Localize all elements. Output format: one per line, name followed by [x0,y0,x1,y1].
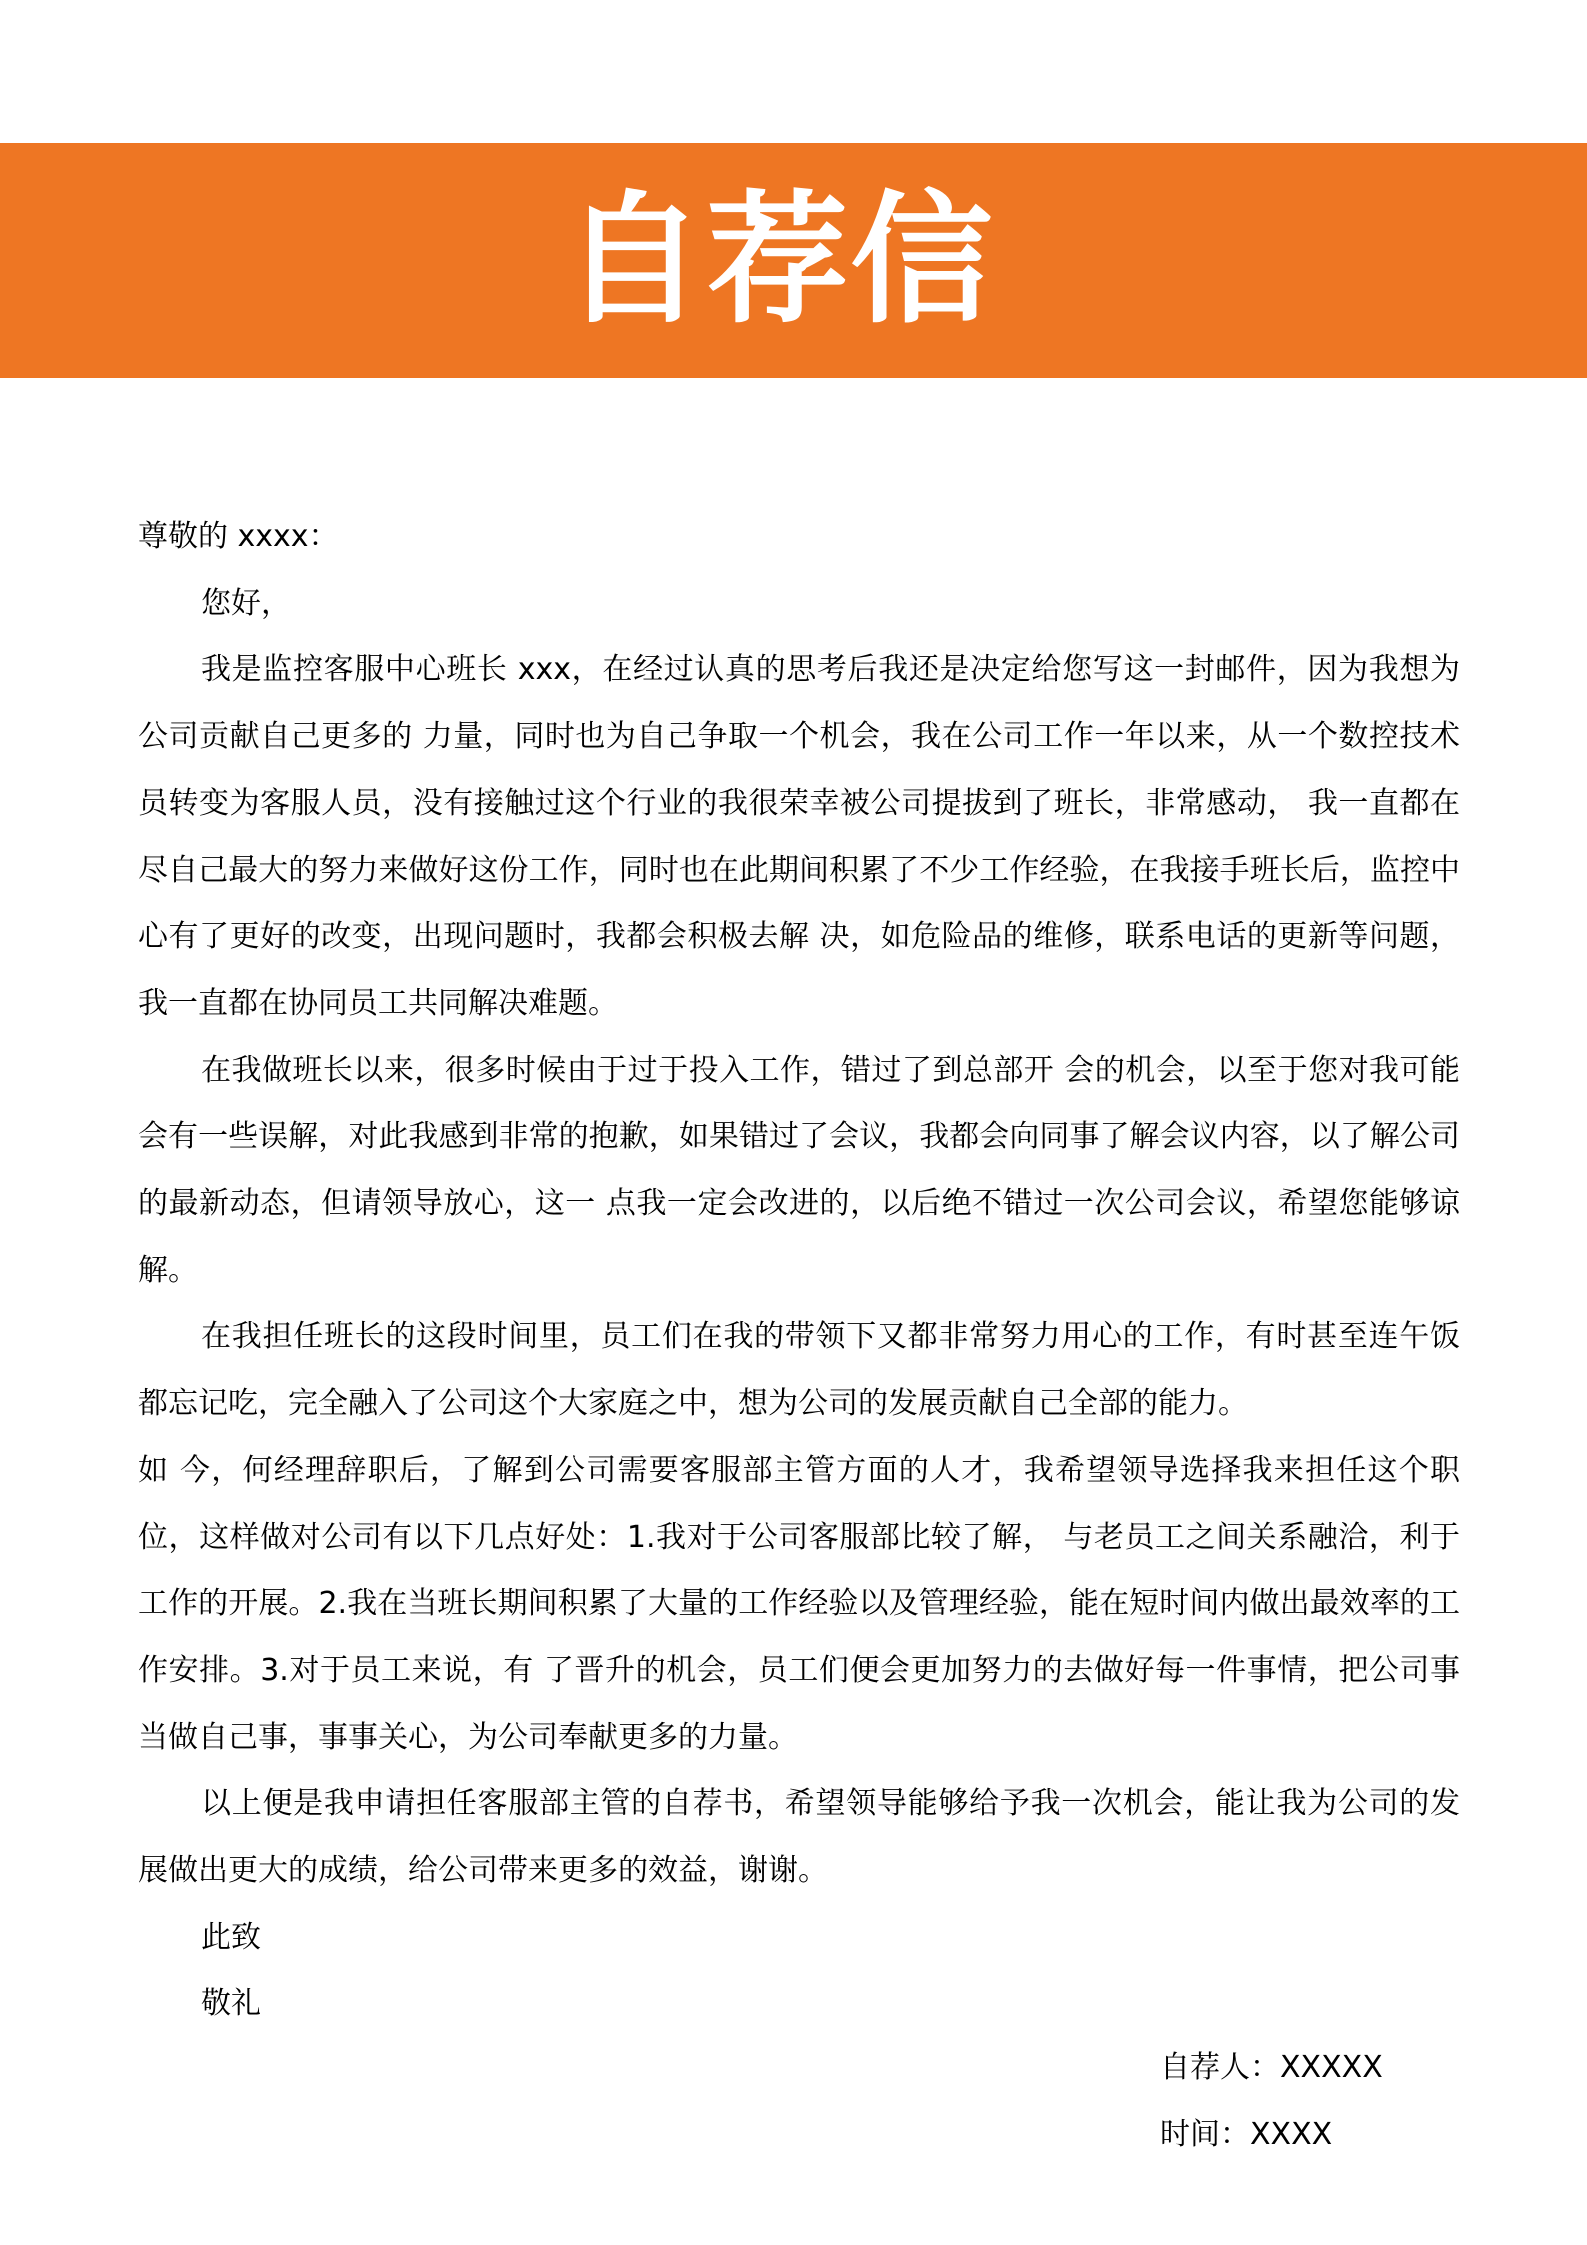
letter-body [138,504,1460,2038]
closing-line-2: 敬礼 [201,1986,261,2022]
title-banner [0,143,1587,378]
document-title: 自荐信 [562,177,995,343]
paragraph-1: 我是监控客服中心班长 xxx，在经过认真的思考后我还是决定给您写这一封邮件，因为我想为公司贡献自己更多的 力量，同时也为自己争取一个机会，我在公司工作一年以来，从一个数控技术员转变为客服人员，没有接触过这个行业的我很荣幸被公司提拔到了班长，非常感动， 我一直都在尽自己最大的努力来做好这份工作，同时也在此期间积累了不少工作经验，在我接手班长后，监控中心有了更好的改变，出现问题时，我都会积极去解 决，如危险品的维修，联系电话的更新等问题，我一直都在协同员工共同解决难题。 [138,652,1460,1021]
paragraph-4: 如 今，何经理辞职后，了解到公司需要客服部主管方面的人才，我希望领导选择我来担任这个职位，这样做对公司有以下几点好处：1.我对于公司客服部比较了解， 与老员工之间关系融洽，利于工作的开展。2.我在当班长期间积累了大量的工作经验以及管理经验，能在短时间内做出最效率的工作安排。3.对于员工来说，有 了晋升的机会，员工们便会更加努力的去做好每一件事情，把公司事当做自己事，事事关心，为公司奉献更多的力量。 [138,1452,1460,1755]
greeting: 您好， [201,585,291,621]
paragraph-5: 以上便是我申请担任客服部主管的自荐书，希望领导能够给予我一次机会，能让我为公司的发展做出更大的成绩，给公司带来更多的效益，谢谢。 [138,1786,1460,1889]
signature-block [1160,2035,1383,2168]
signature-date: 时间：XXXX [1160,2116,1333,2152]
paragraph-3: 在我担任班长的这段时间里，员工们在我的带领下又都非常努力用心的工作，有时甚至连午饭都忘记吃，完全融入了公司这个大家庭之中，想为公司的发展贡献自己全部的能力。 [138,1319,1460,1422]
paragraph-2: 在我做班长以来，很多时候由于过于投入工作，错过了到总部开 会的机会，以至于您对我可能会有一些误解，对此我感到非常的抱歉，如果错过了会议，我都会向同事了解会议内容，以了解公司的最新动态，但请领导放心，这一 点我一定会改进的，以后绝不错过一次公司会议，希望您能够谅解。 [138,1052,1460,1288]
salutation: 尊敬的 xxxx： [138,519,339,554]
recommender-name: 自荐人：XXXXX [1160,2050,1383,2085]
closing-line-1: 此致 [201,1919,261,1955]
